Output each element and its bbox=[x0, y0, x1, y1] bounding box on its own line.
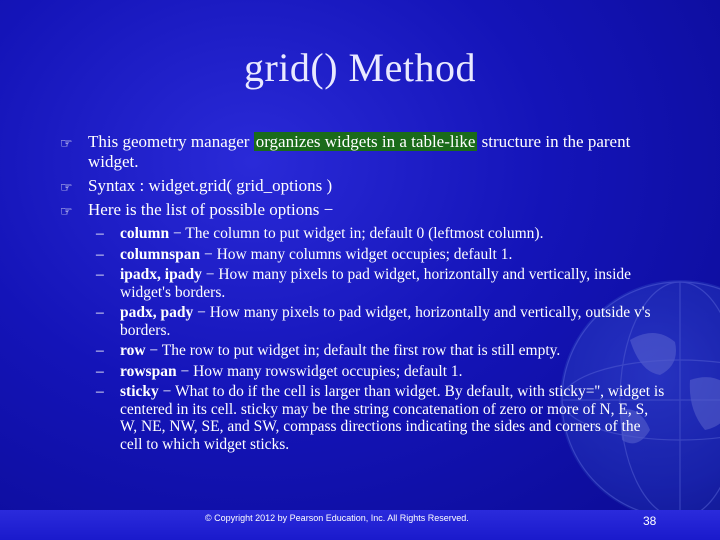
bullet-list bbox=[60, 132, 660, 224]
dash-icon: – bbox=[96, 362, 104, 380]
option-desc: − What to do if the cell is larger than widget. By default, with sticky='', widget is centered in its cell. sticky may be the string concatenation of zero or more of N, E, S, W, NE, NW, SE, and SW, compass directions indicating the sides and corners of the cell to which widget sticks. bbox=[120, 383, 665, 453]
copyright-text: © Copyright 2012 by Pearson Education, Inc. All Rights Reserved. bbox=[205, 513, 469, 523]
option-desc: − How many rowswidget occupies; default 1. bbox=[176, 362, 463, 380]
option-item bbox=[96, 383, 666, 453]
option-desc: − The column to put widget in; default 0 (leftmost column). bbox=[169, 225, 544, 242]
pointing-hand-icon: ☞ bbox=[60, 204, 73, 220]
option-term: ipadx, ipady bbox=[120, 266, 202, 283]
dash-icon: – bbox=[96, 304, 104, 321]
dash-icon: – bbox=[96, 383, 104, 400]
option-term: column bbox=[120, 225, 170, 242]
option-desc: − How many pixels to pad widget, horizontally and vertically, outside v's borders. bbox=[120, 304, 651, 339]
option-desc: − The row to put widget in; default the first row that is still empty. bbox=[145, 342, 561, 359]
bullet-text: This geometry manager organizes widgets in a table-like structure in the parent widget. bbox=[88, 132, 631, 171]
page-number: 38 bbox=[643, 514, 657, 528]
dash-icon: – bbox=[96, 342, 104, 359]
option-item bbox=[96, 342, 666, 360]
option-term: columnspan bbox=[120, 245, 201, 263]
option-item bbox=[96, 246, 666, 264]
option-list bbox=[96, 225, 666, 456]
dash-icon: – bbox=[96, 266, 104, 283]
dash-icon: – bbox=[96, 245, 104, 263]
option-term: row bbox=[120, 342, 146, 359]
option-item bbox=[96, 363, 666, 381]
option-term: padx, pady bbox=[120, 304, 194, 321]
bullet-text: Here is the list of possible options − bbox=[88, 200, 334, 219]
option-desc: − How many pixels to pad widget, horizontally and vertically, inside widget's borders. bbox=[120, 266, 632, 301]
highlighted-text: organizes widgets in a table-like bbox=[255, 132, 476, 151]
pointing-hand-icon: ☞ bbox=[60, 180, 73, 196]
dash-icon: – bbox=[96, 225, 104, 242]
bullet-item bbox=[60, 176, 660, 196]
option-term: rowspan bbox=[120, 362, 177, 380]
option-item bbox=[96, 225, 666, 243]
bullet-item bbox=[60, 132, 660, 172]
option-item bbox=[96, 304, 666, 339]
option-item bbox=[96, 266, 666, 301]
slide-title: grid() Method bbox=[243, 45, 476, 90]
bullet-item bbox=[60, 200, 660, 220]
option-desc: − How many columns widget occupies; default 1. bbox=[200, 245, 513, 263]
bullet-text: Syntax : widget.grid( grid_options ) bbox=[88, 176, 333, 195]
pointing-hand-icon: ☞ bbox=[60, 136, 73, 152]
option-term: sticky bbox=[120, 383, 159, 400]
